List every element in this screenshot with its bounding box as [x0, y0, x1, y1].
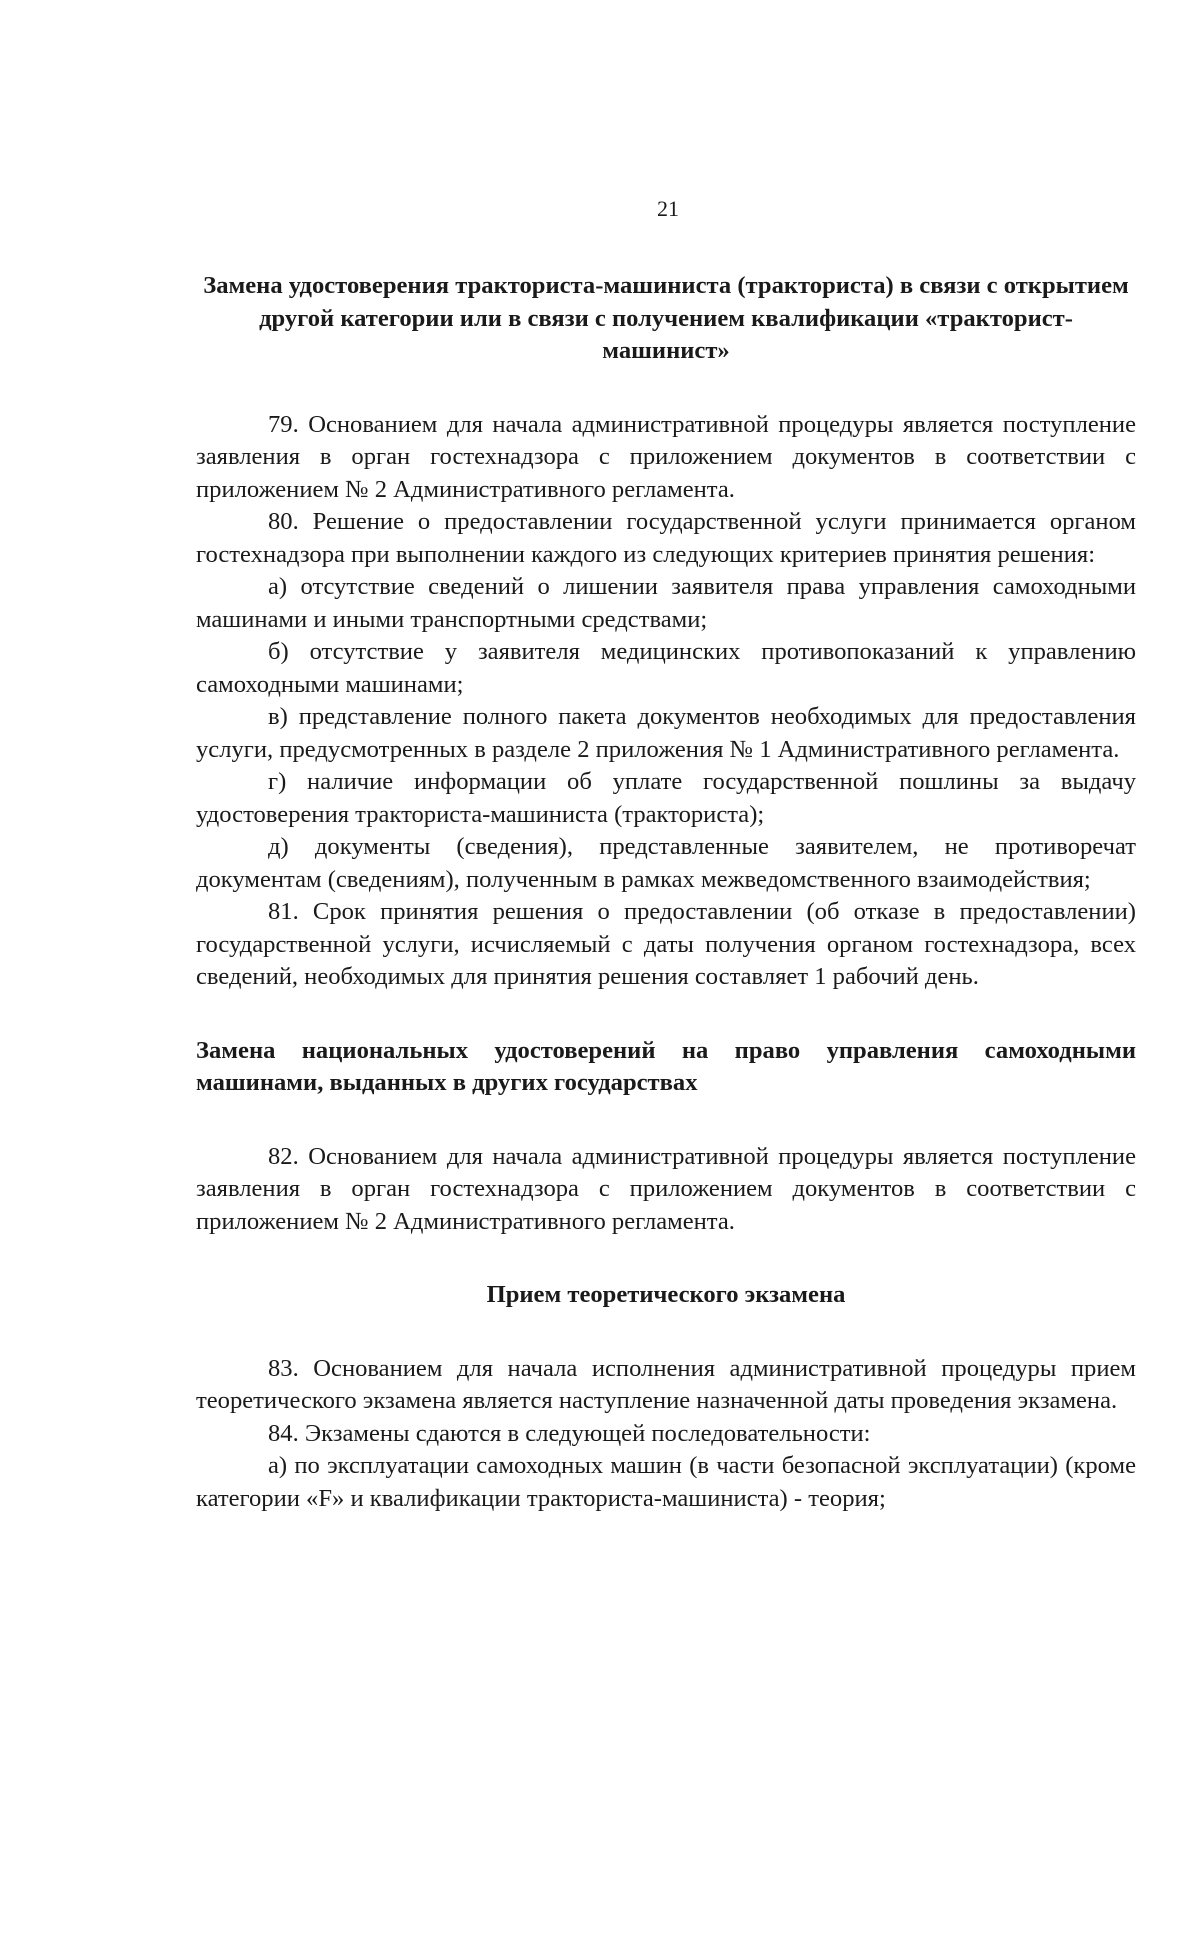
- document-body: [196, 270, 1136, 1515]
- section-national-license-replacement: [196, 1035, 1136, 1239]
- section-heading: Прием теоретического экзамена: [486, 1281, 846, 1308]
- list-item-a: а) отсутствие сведений о лишении заявителя права управления самоходными машинами и иными транспортными средствами;: [196, 573, 1136, 633]
- list-item-d: д) документы (сведения), представленные заявителем, не противоречат документам (сведениям), полученным в рамках межведомственного взаимодействия;: [196, 833, 1136, 893]
- list-item-a: а) по эксплуатации самоходных машин (в части безопасной эксплуатации) (кроме категории «F» и квалификации тракториста-машиниста) - теория;: [196, 1452, 1136, 1512]
- page-number: 21: [657, 196, 679, 221]
- section-heading: Замена национальных удостоверений на право управления самоходными машинами, выданных в других государствах: [196, 1036, 1136, 1096]
- paragraph-83: 83. Основанием для начала исполнения административной процедуры прием теоретического экзамена является наступление назначенной даты проведения экзамена.: [196, 1354, 1136, 1414]
- section-tractor-license-replacement: [196, 270, 1136, 994]
- paragraph-79: 79. Основанием для начала административной процедуры является поступление заявления в орган гостехнадзора с приложением документов в соответствии с приложением № 2 Административного регламента.: [196, 410, 1136, 503]
- section-theory-exam: [196, 1279, 1136, 1515]
- paragraph-80: 80. Решение о предоставлении государственной услуги принимается органом гостехнадзора при выполнении каждого из следующих критериев принятия решения:: [196, 508, 1136, 568]
- list-item-v: в) представление полного пакета документов необходимых для предоставления услуги, предусмотренных в разделе 2 приложения № 1 Административного регламента.: [196, 703, 1136, 763]
- list-item-g: г) наличие информации об уплате государственной пошлины за выдачу удостоверения тракториста-машиниста (тракториста);: [196, 768, 1136, 828]
- paragraph-84: 84. Экзамены сдаются в следующей последовательности:: [268, 1419, 871, 1447]
- paragraph-82: 82. Основанием для начала административной процедуры является поступление заявления в орган гостехнадзора с приложением документов в соответствии с приложением № 2 Административного регламента.: [196, 1142, 1136, 1235]
- section-heading: Замена удостоверения тракториста-машиниста (тракториста) в связи с открытием другой категории или в связи с получением квалификации «тракторист-машинист»: [203, 272, 1129, 364]
- list-item-b: б) отсутствие у заявителя медицинских противопоказаний к управлению самоходными машинами;: [196, 638, 1136, 698]
- paragraph-81: 81. Срок принятия решения о предоставлении (об отказе в предоставлении) государственной услуги, исчисляемый с даты получения органом гостехнадзора, всех сведений, необходимых для принятия решения составляет 1 рабочий день.: [196, 898, 1136, 990]
